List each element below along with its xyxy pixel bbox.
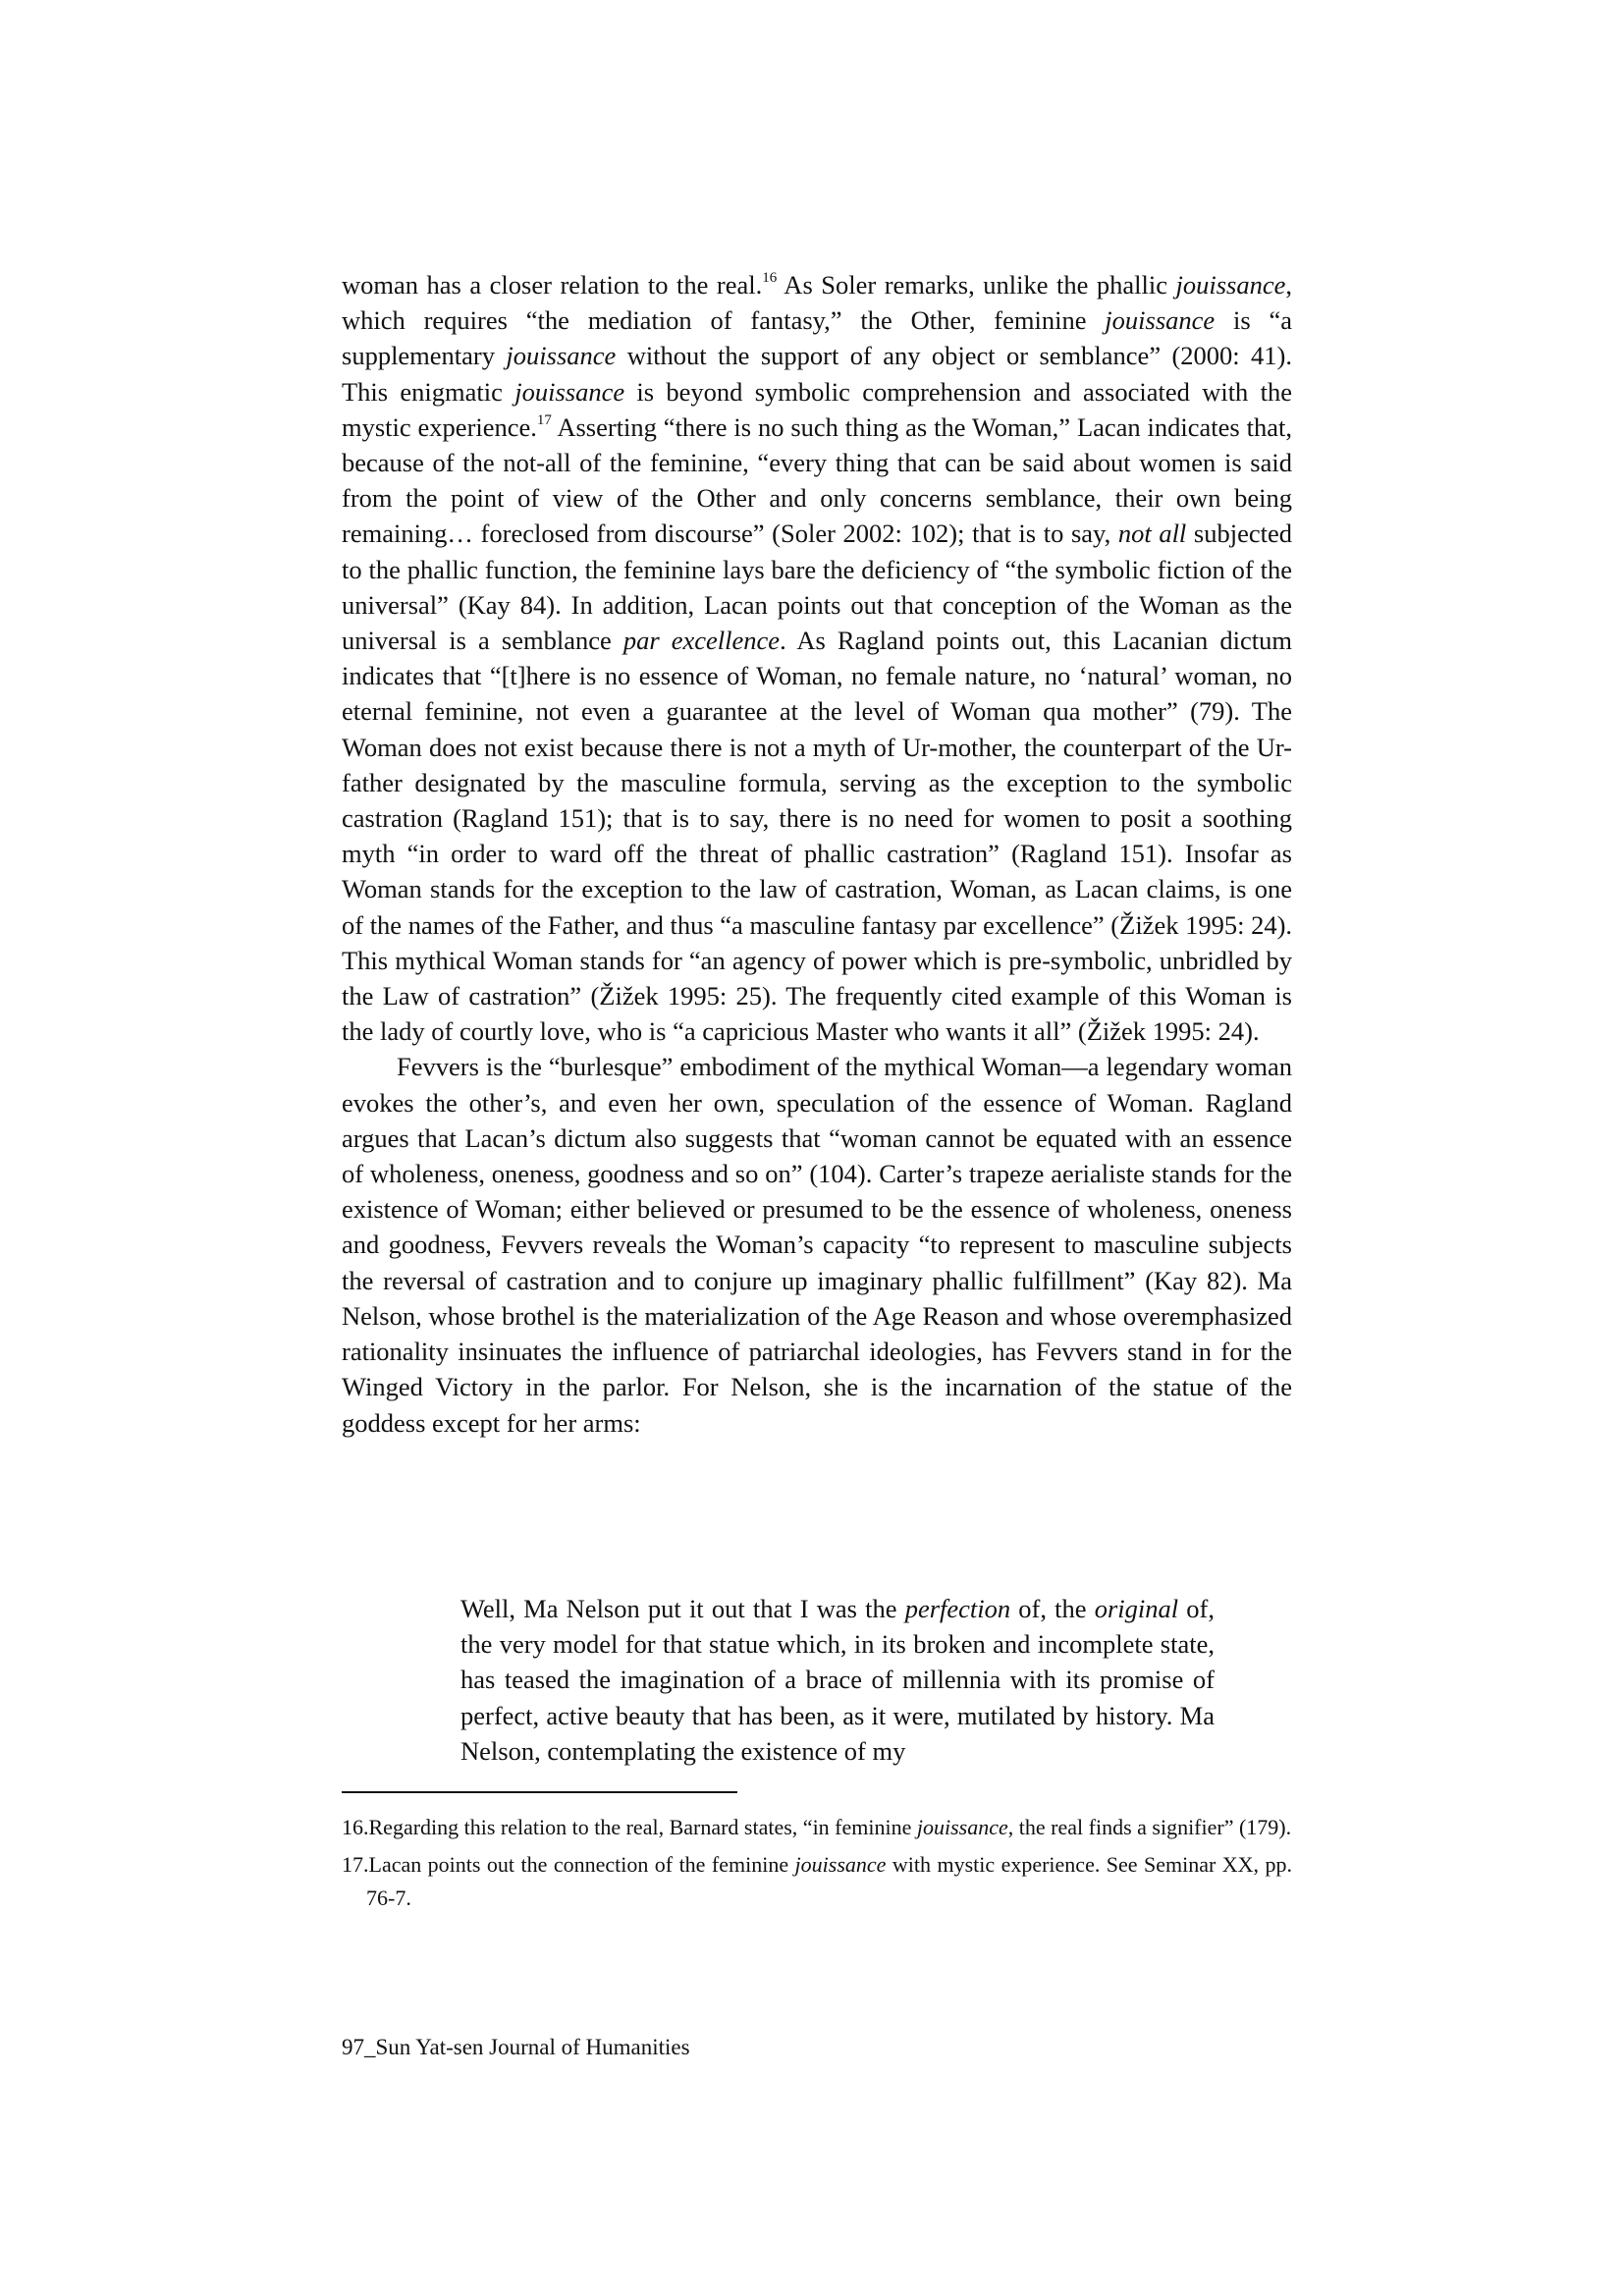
footnote-divider (342, 1791, 737, 1793)
main-text (342, 267, 1292, 1441)
footnotes (342, 1811, 1292, 1919)
footnote-16: 16.Regarding this relation to the real, Barnard states, “in feminine jouissance, the real finds a signifier” (179). (342, 1815, 1292, 1839)
paragraph-1: woman has a closer relation to the real.$^{16}$ As Soler remarks, unlike the phallic jouissance, which requires “the mediation of fantasy,” the Other, feminine jouissance is “a supplementary jouissance without the support of any object or semblance” (2000: 41). This enigmatic jouissance is beyond symbolic comprehension and associated with the mystic experience.$^{17}$ Asserting “there is no such thing as the Woman,” Lacan indicates that, because of the not-all of the feminine, “every thing that can be said about women is said from the point of view of the Other and only concerns semblance, their own being remaining… foreclosed from discourse” (Soler 2002: 102); that is to say, not all subjected to the phallic function, the feminine lays bare the deficiency of “the symbolic fiction of the universal” (Kay 84). In addition, Lacan points out that conception of the Woman as the universal is a semblance par excellence. As Ragland points out, this Lacanian dictum indicates that “[t]here is no essence of Woman, no female nature, no ‘natural’ woman, no eternal feminine, not even a guarantee at the level of Woman qua mother” (79). The Woman does not exist because there is not a myth of Ur-mother, the counterpart of the Ur-father designated by the masculine formula, serving as the exception to the symbolic castration (Ragland 151); that is to say, there is no need for women to posit a soothing myth “in order to ward off the threat of phallic castration” (Ragland 151). Insofar as Woman stands for the exception to the law of castration, Woman, as Lacan claims, is one of the names of the Father, and thus “a masculine fantasy par excellence” (Žižek 1995: 24). This mythical Woman stands for “an agency of power which is pre-symbolic, unbridled by the Law of castration” (Žižek 1995: 25). The frequently cited example of this Woman is the lady of courtly love, who is “a capricious Master who wants it all” (Žižek 1995: 24). (342, 270, 1293, 1047)
footnote-17: 17.Lacan points out the connection of the feminine jouissance with mystic experience. See Seminar XX, pp. 76-7. (342, 1852, 1292, 1910)
page-footer: 97_Sun Yat-sen Journal of Humanities (342, 2035, 690, 2059)
footnote-ref-16[interactable]: 16 (762, 270, 778, 287)
paragraph-2: Fevvers is the “burlesque” embodiment of the mythical Woman—a legendary woman evokes the other’s, and even her own, speculation of the essence of Woman. Ragland argues that Lacan’s dictum also suggests that “woman cannot be equated with an essence of wholeness, oneness, goodness and so on” (104). Carter’s trapeze aerialiste stands for the existence of Woman; either believed or presumed to be the essence of wholeness, oneness and goodness, Fevvers reveals the Woman’s capacity “to represent to masculine subjects the reversal of castration and to conjure up imaginary phallic fulfillment” (Kay 82). Ma Nelson, whose brothel is the materialization of the Age Reason and whose overemphasized rationality insinuates the influence of patriarchal ideologies, has Fevvers stand in for the Winged Victory in the parlor. For Nelson, she is the incarnation of the statue of the goddess except for her arms: (342, 1052, 1292, 1438)
footnote-ref-17[interactable]: 17 (536, 411, 552, 428)
block-quote (460, 1591, 1215, 1769)
block-quote-text: Well, Ma Nelson put it out that I was the perfection of, the original of, the very model for that statue which, in its broken and incomplete state, has teased the imagination of a brace of millennia with its promise of perfect, active beauty that has been, as it were, mutilated by history. Ma Nelson, contemplating the existence of my (460, 1594, 1216, 1766)
